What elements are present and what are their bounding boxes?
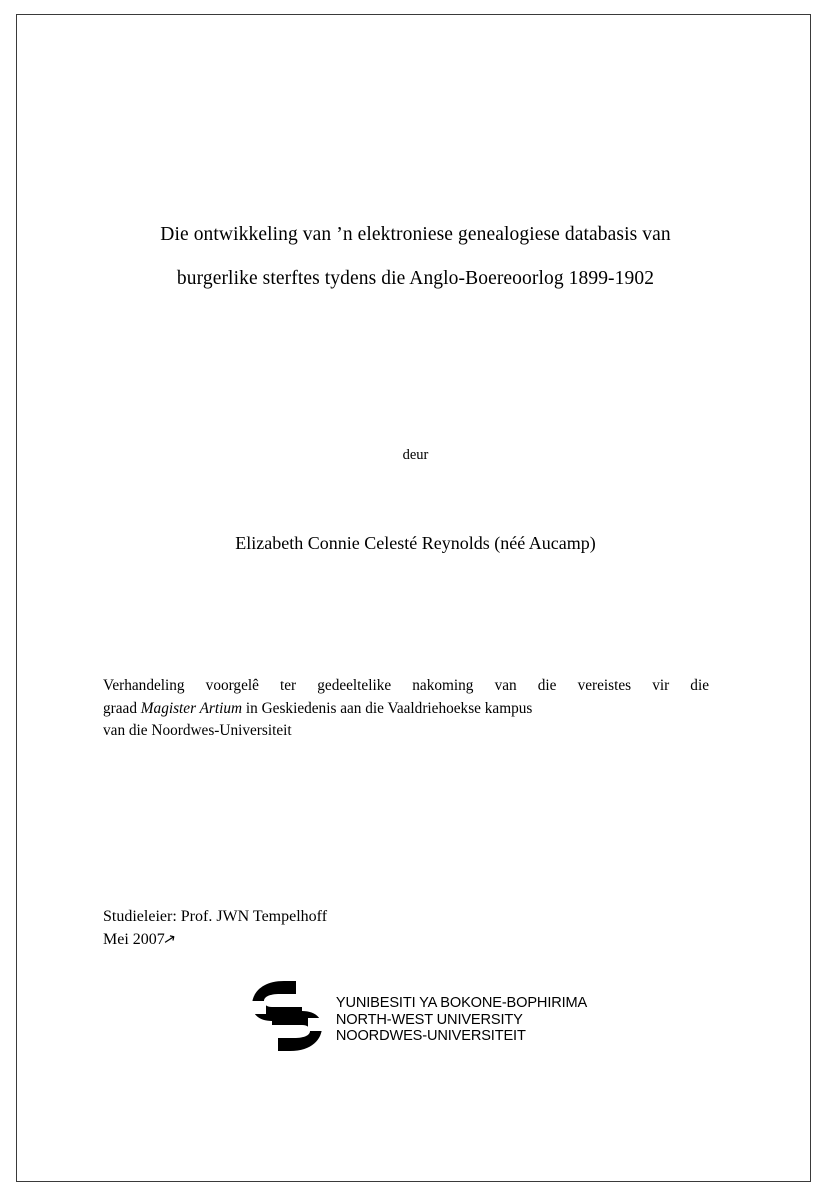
page-content <box>103 15 728 1181</box>
date-line: Mei 2007 <box>103 931 165 948</box>
statement-line-1: Verhandeling voorgelê ter gedeeltelike nakoming van die vereistes vir die <box>103 677 709 694</box>
page-title <box>103 213 728 301</box>
logo-line-1: YUNIBESITI YA BOKONE-BOPHIRIMA <box>335 994 588 1011</box>
statement-line-3: van die Noordwes-Universiteit <box>103 722 292 739</box>
date-row <box>103 928 178 951</box>
supervisor-block <box>103 905 728 951</box>
degree-statement <box>103 675 709 743</box>
north-west-university-logo-icon <box>244 977 330 1055</box>
scanned-page <box>16 14 811 1182</box>
statement-line-2-pre: graad <box>103 699 141 717</box>
logo-group <box>244 977 587 1055</box>
statement-line-2-post: in Geskiedenis aan die Vaaldriehoekse kampus <box>242 699 533 717</box>
logo-text <box>336 987 587 1045</box>
logo-line-2: NORTH-WEST UNIVERSITY <box>335 1011 523 1028</box>
author-name: Elizabeth Connie Celesté Reynolds (néé Aucamp) <box>235 533 596 553</box>
handwritten-mark-icon: ↗ <box>161 930 178 950</box>
statement-line-2 <box>103 698 709 721</box>
university-logo-block <box>103 977 728 1055</box>
supervisor-line: Studieleier: Prof. JWN Tempelhoff <box>103 908 328 925</box>
by-word: deur <box>402 447 429 463</box>
date-line-wrap <box>103 928 728 951</box>
logo-line-3: NOORDWES-UNIVERSITEIT <box>335 1028 526 1045</box>
title-line-2: burgerlike sterftes tydens die Anglo-Boereoorlog 1899-1902 <box>176 268 655 289</box>
degree-name: Magister Artium <box>140 699 243 717</box>
title-line-1: Die ontwikkeling van ’n elektroniese genealogiese databasis van <box>160 224 671 245</box>
